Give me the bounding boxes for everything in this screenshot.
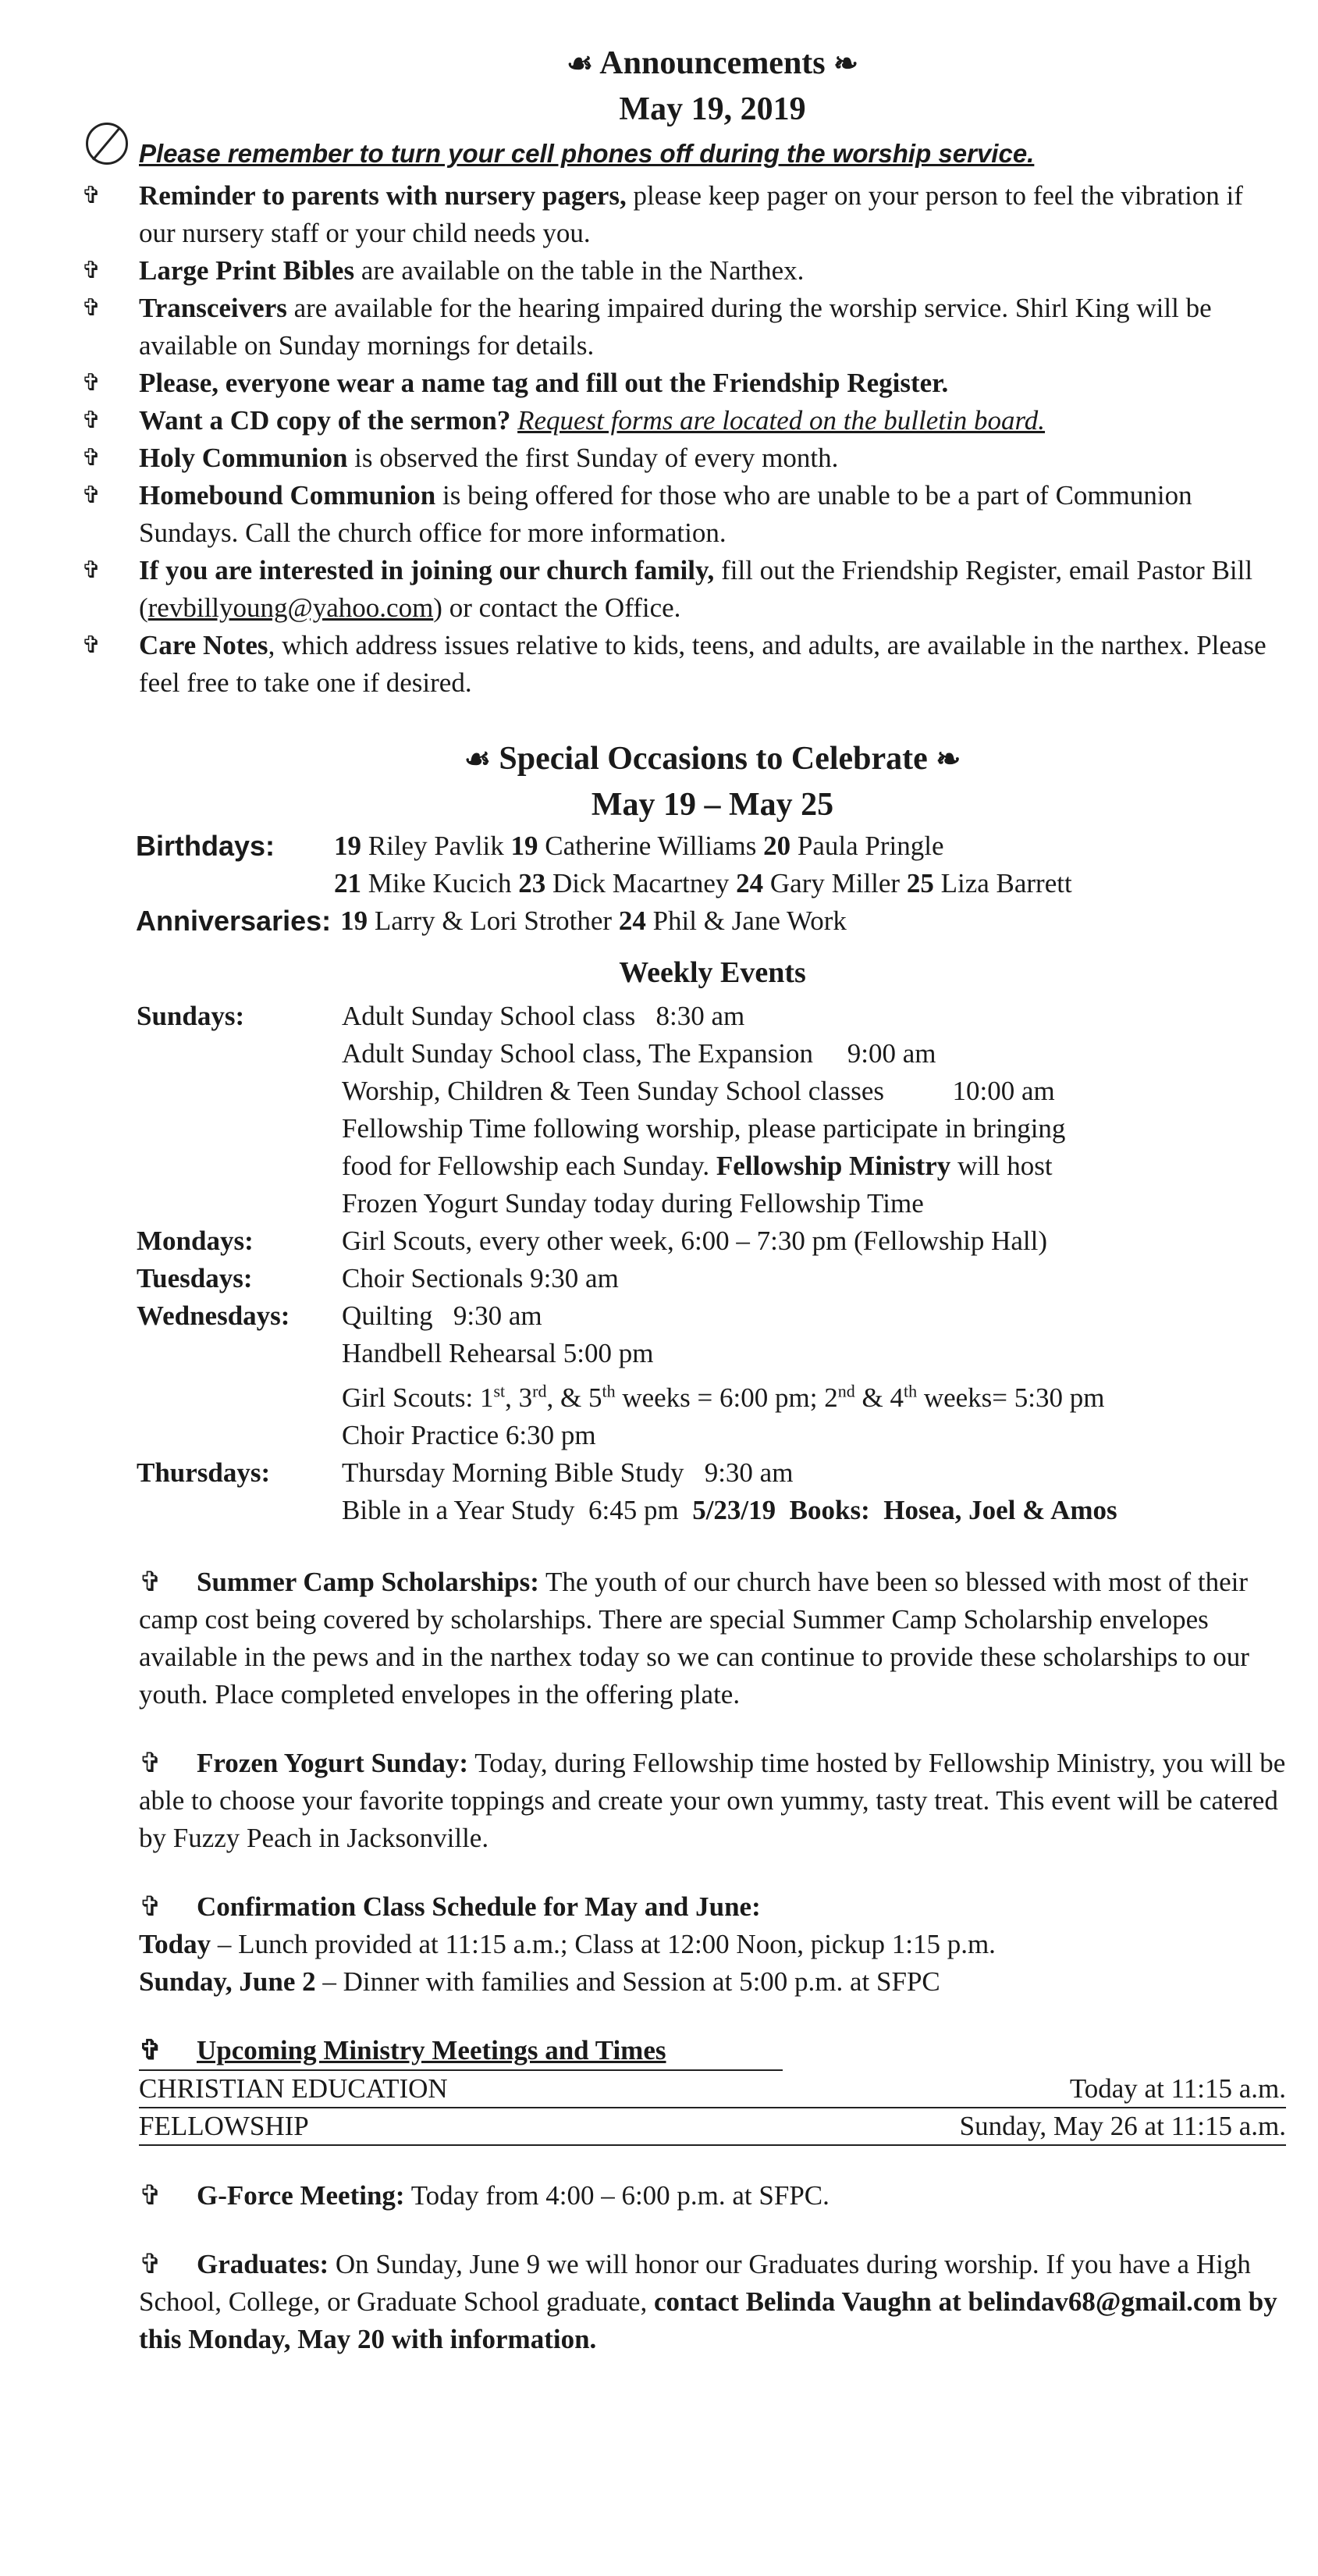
announcement-text: are available on the table in the Narthex. (354, 255, 805, 286)
cross-icon: ✞ (81, 482, 101, 509)
announcement-text: are available for the hearing impaired during the worship service. Shirl King will be available on Sunday mornings for details. (139, 293, 1212, 361)
event-lines (342, 1222, 1286, 1260)
frozen-yogurt-heading: Frozen Yogurt Sunday: (197, 1747, 469, 1778)
event-text-segment: Worship, Children & Teen Sunday School classes 10:00 am (342, 1076, 1055, 1106)
birthdays-row (137, 827, 1286, 865)
announcement-text: is being offered for those who are unable to be a part of Communion Sundays. Call the church office for more information. (139, 480, 1192, 548)
gforce-body: Today from 4:00 – 6:00 p.m. at SFPC. (404, 2179, 830, 2211)
event-text-segment: will host (950, 1151, 1053, 1181)
event-text-segment: Handbell Rehearsal 5:00 pm (342, 1338, 654, 1368)
meeting-row (139, 2108, 1286, 2146)
event-day-row (137, 1260, 1286, 1297)
frozen-yogurt-section (139, 1745, 1286, 1857)
announcement-item (68, 252, 1286, 290)
cross-icon: ✞ (139, 2248, 162, 2279)
confirmation-line-1-bold: Today (139, 1928, 211, 1959)
event-text-segment: Quilting 9:30 am (342, 1300, 542, 1331)
event-line (342, 1335, 1286, 1372)
event-day-label: Tuesdays: (137, 1263, 253, 1293)
meeting-name: FELLOWSHIP (139, 2110, 309, 2141)
event-text-segment: Thursday Morning Bible Study 9:30 am (342, 1457, 794, 1488)
event-day-row (137, 1297, 1286, 1454)
announcement-heading: Want a CD copy of the sermon? (139, 405, 511, 436)
weekly-events-title: Weekly Events (619, 956, 806, 989)
announcement-heading: Please, everyone wear a name tag and fill out the Friendship Register. (139, 368, 949, 398)
cross-icon: ✞ (81, 632, 101, 659)
meetings-heading-text: Upcoming Ministry Meetings and Times (197, 2034, 666, 2065)
meetings-table (139, 2071, 1286, 2146)
event-line (342, 1454, 1286, 1492)
announcements-date: May 19, 2019 (619, 91, 806, 127)
no-phone-icon (86, 123, 128, 165)
person-name: Mike Kucich (368, 868, 512, 898)
announcement-item (68, 177, 1286, 252)
announcement-heading: Reminder to parents with nursery pagers, (139, 180, 627, 211)
event-text-segment: Fellowship Time following worship, please participate in bringing (342, 1113, 1066, 1144)
person-name: Phil & Jane Work (652, 906, 847, 936)
confirmation-section (139, 1888, 1286, 2001)
graduates-section (139, 2246, 1286, 2358)
event-text-segment: Girl Scouts, every other week, 6:00 – 7:30 pm (Fellowship Hall) (342, 1226, 1048, 1256)
person-name: Larry & Lori Strother (374, 906, 613, 936)
announcements-title (139, 41, 1286, 87)
cross-icon: ✞ (139, 2034, 162, 2065)
cross-icon: ✞ (81, 182, 101, 209)
event-line (342, 1260, 1286, 1297)
summer-camp-body: The youth of our church have been so blessed with most of their camp cost being covered by scholarships. There are special Summer Camp Scholarship envelopes available in the pews and in the narthex today so we can continue to provide these scholarships to our youth. Place completed envelopes in the offering plate. (139, 1566, 1249, 1710)
event-line (342, 1492, 1286, 1529)
event-text-segment: Adult Sunday School class 8:30 am (342, 1001, 745, 1031)
event-line (342, 1185, 1286, 1222)
event-text-segment: Fellowship Ministry (716, 1151, 951, 1181)
date-number: 21 (334, 868, 361, 898)
announcement-item (68, 552, 1286, 627)
birthdays-line-1 (334, 827, 944, 865)
occasions-title-text: Special Occasions to Celebrate (499, 741, 928, 777)
event-line (342, 1417, 1286, 1454)
cross-icon: ✞ (81, 294, 101, 322)
event-line (342, 1035, 1286, 1073)
graduates-body: On Sunday, June 9 we will honor our Graduates during worship. If you have a High School, College, or Graduate School graduate, (139, 2248, 1251, 2317)
event-day-label: Mondays: (137, 1226, 254, 1256)
cross-icon: ✞ (81, 557, 101, 584)
gforce-heading: G-Force Meeting: (197, 2179, 405, 2211)
event-day-label: Wednesdays: (137, 1300, 290, 1331)
announcement-item (68, 439, 1286, 477)
announcement-text: is observed the first Sunday of every month. (347, 443, 839, 473)
birthdays-row-2 (137, 865, 1286, 902)
event-text-segment: 5/23/19 Books: Hosea, Joel & Amos (692, 1494, 1117, 1525)
birthdays-label: Birthdays: (136, 830, 275, 862)
event-lines (342, 998, 1286, 1222)
event-lines (342, 1260, 1286, 1297)
event-text-segment: Bible in a Year Study 6:45 pm (342, 1494, 693, 1525)
cross-icon: ✞ (139, 2179, 162, 2211)
event-line (342, 1372, 1286, 1417)
announcement-item (68, 627, 1286, 702)
cross-icon: ✞ (81, 444, 101, 471)
confirmation-line-2-bold: Sunday, June 2 (139, 1966, 316, 1997)
summer-camp-section (139, 1564, 1286, 1713)
bulletin-page (81, 41, 1286, 2358)
cell-note-text: Please remember to turn your cell phones off during the worship service. (139, 139, 1035, 168)
date-number: 24 (618, 906, 646, 936)
ornament-right-icon: ❧ (936, 743, 961, 776)
event-line (342, 1222, 1286, 1260)
event-line (342, 1147, 1286, 1185)
announcement-heading: If you are interested in joining our church family, (139, 555, 715, 585)
person-name: Gary Miller (769, 868, 901, 898)
meeting-time: Today at 11:15 a.m. (1069, 2073, 1286, 2104)
announcement-text: ) or contact the Office. (433, 592, 681, 623)
event-day-row (137, 1454, 1286, 1529)
ornament-left-icon: ☙ (567, 48, 594, 80)
bulletin-board-note: Request forms are located on the bulletin board. (517, 405, 1046, 436)
date-number: 24 (736, 868, 764, 898)
cross-icon: ✞ (139, 1566, 162, 1597)
email-link[interactable]: revbillyoung@yahoo.com (147, 592, 434, 623)
date-number: 19 (340, 906, 368, 936)
announcement-item (68, 402, 1286, 439)
birthdays-line-2 (334, 865, 1072, 902)
announcement-item (68, 365, 1286, 402)
confirmation-heading: Confirmation Class Schedule for May and June: (197, 1891, 761, 1922)
person-name: Riley Pavlik (368, 831, 504, 861)
frozen-yogurt-body: Today, during Fellowship time hosted by Fellowship Ministry, you will be able to choose your favorite toppings and create your own yummy, tasty treat. This event will be catered by Fuzzy Peach in Jacksonville. (139, 1747, 1286, 1853)
ornament-left-icon: ☙ (464, 743, 491, 776)
person-name: Paula Pringle (797, 831, 944, 861)
event-line (342, 1297, 1286, 1335)
announcement-heading: Care Notes (139, 630, 268, 660)
graduates-contact: contact Belinda Vaughn at belindav68@gmail.com by this Monday, May 20 with information. (139, 2286, 1277, 2354)
graduates-heading: Graduates: (197, 2248, 329, 2279)
event-text-segment: Girl Scouts: 1st, 3rd, & 5th weeks = 6:00 pm; 2nd & 4th weeks= 5:30 pm (342, 1381, 1105, 1413)
meeting-row (139, 2071, 1286, 2108)
event-line (342, 998, 1286, 1035)
announcement-heading: Large Print Bibles (139, 255, 355, 286)
occasions-range: May 19 – May 25 (591, 787, 834, 823)
date-number: 19 (334, 831, 361, 861)
announcement-heading: Homebound Communion (139, 480, 436, 511)
meeting-time: Sunday, May 26 at 11:15 a.m. (959, 2110, 1286, 2141)
confirmation-line-1 (139, 1926, 1286, 1963)
date-number: 20 (763, 831, 791, 861)
announcement-text (510, 405, 517, 436)
event-day-label: Thursdays: (137, 1457, 271, 1488)
date-number: 19 (510, 831, 538, 861)
ornament-right-icon: ❧ (833, 48, 858, 80)
cross-icon: ✞ (139, 1891, 162, 1922)
cell-phone-notice (81, 135, 1286, 173)
occasions-title (139, 736, 1286, 782)
event-lines (342, 1454, 1286, 1529)
cross-icon: ✞ (81, 257, 101, 284)
event-day-row (137, 1222, 1286, 1260)
announcement-text: fill out the Friendship Register, email Pastor Bill ( (139, 555, 1253, 623)
event-line (342, 1073, 1286, 1110)
person-name: Dick Macartney (552, 868, 730, 898)
spacer (136, 865, 334, 902)
announcement-text: , which address issues relative to kids, teens, and adults, are available in the narthex. Please feel free to take one if desired. (139, 630, 1266, 698)
confirmation-line-1-text: – Lunch provided at 11:15 a.m.; Class at 12:00 Noon, pickup 1:15 p.m. (211, 1928, 996, 1959)
meeting-name: CHRISTIAN EDUCATION (139, 2073, 448, 2104)
weekly-events (137, 998, 1286, 1529)
event-day-label: Sundays: (137, 1001, 245, 1031)
event-line (342, 1110, 1286, 1147)
gforce-section (139, 2177, 1286, 2215)
announcement-heading: Transceivers (139, 293, 287, 323)
confirmation-line-2 (139, 1963, 1286, 2001)
meetings-heading (139, 2032, 783, 2069)
anniversaries-row (137, 902, 1286, 940)
event-text-segment: food for Fellowship each Sunday. (342, 1151, 716, 1181)
announcement-item (68, 477, 1286, 552)
event-day-row (137, 998, 1286, 1222)
person-name: Catherine Williams (545, 831, 757, 861)
title-text: Announcements (599, 45, 826, 81)
anniversaries-line (340, 902, 847, 940)
cross-icon: ✞ (81, 407, 101, 434)
event-text-segment: Adult Sunday School class, The Expansion 9:00 am (342, 1038, 936, 1069)
meetings-section (139, 2032, 1286, 2146)
cross-icon: ✞ (139, 1747, 162, 1778)
cross-icon: ✞ (81, 369, 101, 397)
date-number: 25 (906, 868, 934, 898)
event-text-segment: Choir Sectionals 9:30 am (342, 1263, 619, 1293)
announcement-heading: Holy Communion (139, 443, 348, 473)
summer-camp-heading: Summer Camp Scholarships: (197, 1566, 539, 1597)
event-text-segment: Frozen Yogurt Sunday today during Fellowship Time (342, 1188, 924, 1219)
announcement-item (68, 290, 1286, 365)
event-text-segment: Choir Practice 6:30 pm (342, 1419, 596, 1450)
announcement-list (81, 177, 1286, 702)
anniversaries-label: Anniversaries: (136, 905, 332, 937)
announcement-text: please keep pager on your person to feel the vibration if our nursery staff or your child needs you. (139, 180, 1243, 248)
person-name: Liza Barrett (940, 868, 1072, 898)
confirmation-line-2-text: – Dinner with families and Session at 5:00 p.m. at SFPC (315, 1966, 940, 1997)
event-lines (342, 1297, 1286, 1454)
date-number: 23 (518, 868, 546, 898)
